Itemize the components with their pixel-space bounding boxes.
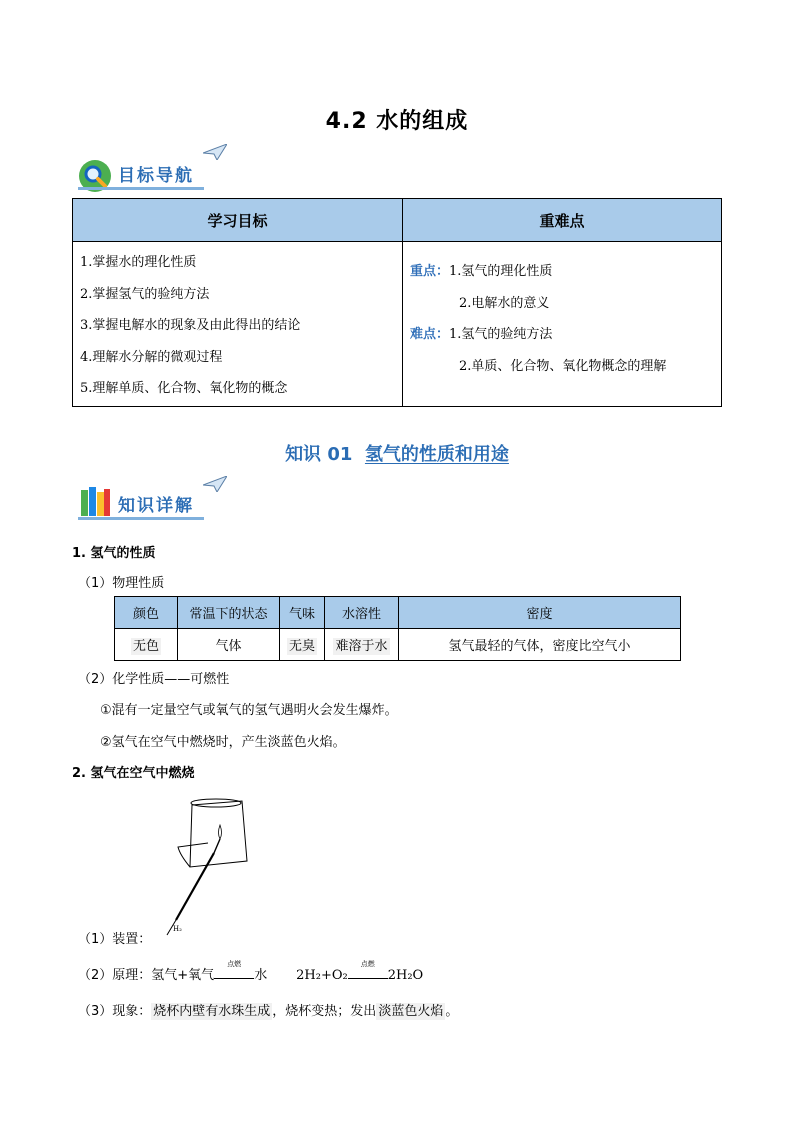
formula-left: 2H₂+O₂ — [296, 968, 348, 983]
key-point: 1.氢气的理化性质 — [449, 264, 553, 279]
difficult-point: 1.氢气的验纯方法 — [449, 327, 553, 342]
knowledge-name: 氢气的性质和用途 — [364, 444, 509, 465]
chem-item: ②氢气在空气中燃烧时，产生淡蓝色火焰。 — [100, 735, 346, 750]
col-header: 水溶性 — [325, 597, 399, 629]
page-title: 4.2 水的组成 — [325, 109, 469, 134]
goal-item: 5.理解单质、化合物、氧化物的概念 — [80, 381, 288, 396]
cell-value: 无色 — [132, 639, 159, 654]
phenomenon-b: ，烧杯变热；发出 — [272, 1004, 377, 1019]
key-label: 重点： — [410, 264, 450, 279]
goal-item: 2.掌握氢气的验纯方法 — [80, 286, 210, 302]
phenomenon-line — [78, 1000, 458, 1019]
section-heading: 2. 氢气在空气中燃烧 — [72, 766, 195, 781]
cell-value: 氢气最轻的气体，密度比空气小 — [399, 629, 681, 661]
section-heading: 1. 氢气的性质 — [72, 546, 156, 561]
principle-label: （2）原理： — [78, 968, 152, 983]
knowledge-title — [0, 440, 794, 466]
cell-value: 无臭 — [288, 639, 315, 654]
paper-plane-icon — [203, 476, 227, 492]
goal-item: 1.掌握水的理化性质 — [80, 255, 197, 270]
knowledge-number: 知识 01 — [285, 444, 353, 465]
difficult-point: 2.单质、化合物、氧化物概念的理解 — [459, 358, 667, 374]
goal-header: 学习目标 — [73, 199, 403, 242]
device-label: （1）装置： — [78, 932, 152, 947]
phenomenon-d: 。 — [445, 1004, 459, 1019]
goal-item: 4.理解水分解的微观过程 — [80, 349, 223, 365]
condition-text: 点燃 — [360, 960, 375, 968]
phenomenon-label: （3）现象： — [78, 1004, 152, 1019]
combustion-apparatus-illustration — [150, 795, 260, 940]
phenomenon-c: 淡蓝色火焰 — [378, 1004, 444, 1019]
goal-item: 3.掌握电解水的现象及由此得出的结论 — [80, 318, 301, 333]
knowledge-detail-badge — [78, 494, 204, 520]
goal-table — [72, 198, 722, 407]
cell-value: 难溶于水 — [335, 639, 388, 654]
col-header: 常温下的状态 — [178, 597, 280, 629]
col-header: 颜色 — [115, 597, 178, 629]
knowledge-detail-label: 知识详解 — [78, 494, 204, 520]
condition-text: 点燃 — [227, 960, 242, 968]
col-header: 密度 — [399, 597, 681, 629]
word-equation-right: 水 — [254, 968, 268, 983]
cell-value: 气体 — [178, 629, 280, 661]
reaction-condition — [214, 960, 254, 979]
key-points — [403, 242, 721, 383]
paper-plane-icon — [203, 144, 227, 160]
phenomenon-a: 烧杯内壁有水珠生成 — [153, 1004, 271, 1019]
chem-item: ①混有一定量空气或氧气的氢气遇明火会发生爆炸。 — [100, 703, 398, 718]
goal-nav-label: 目标导航 — [78, 164, 204, 190]
formula-right: 2H₂O — [387, 968, 424, 983]
reaction-condition — [348, 960, 388, 979]
goal-list — [73, 242, 402, 406]
word-equation-left: 氢气+氧气 — [151, 968, 215, 983]
col-header: 气味 — [280, 597, 325, 629]
physical-heading: （1）物理性质 — [78, 576, 165, 591]
h2-label: H₂ — [173, 925, 182, 933]
principle-line — [78, 960, 424, 983]
property-table — [114, 596, 681, 661]
chemical-heading: （2）化学性质——可燃性 — [78, 672, 230, 687]
difficult-label: 难点： — [410, 327, 450, 342]
key-point: 2.电解水的意义 — [459, 295, 550, 311]
key-header: 重难点 — [403, 199, 722, 242]
goal-nav-badge — [78, 164, 204, 190]
